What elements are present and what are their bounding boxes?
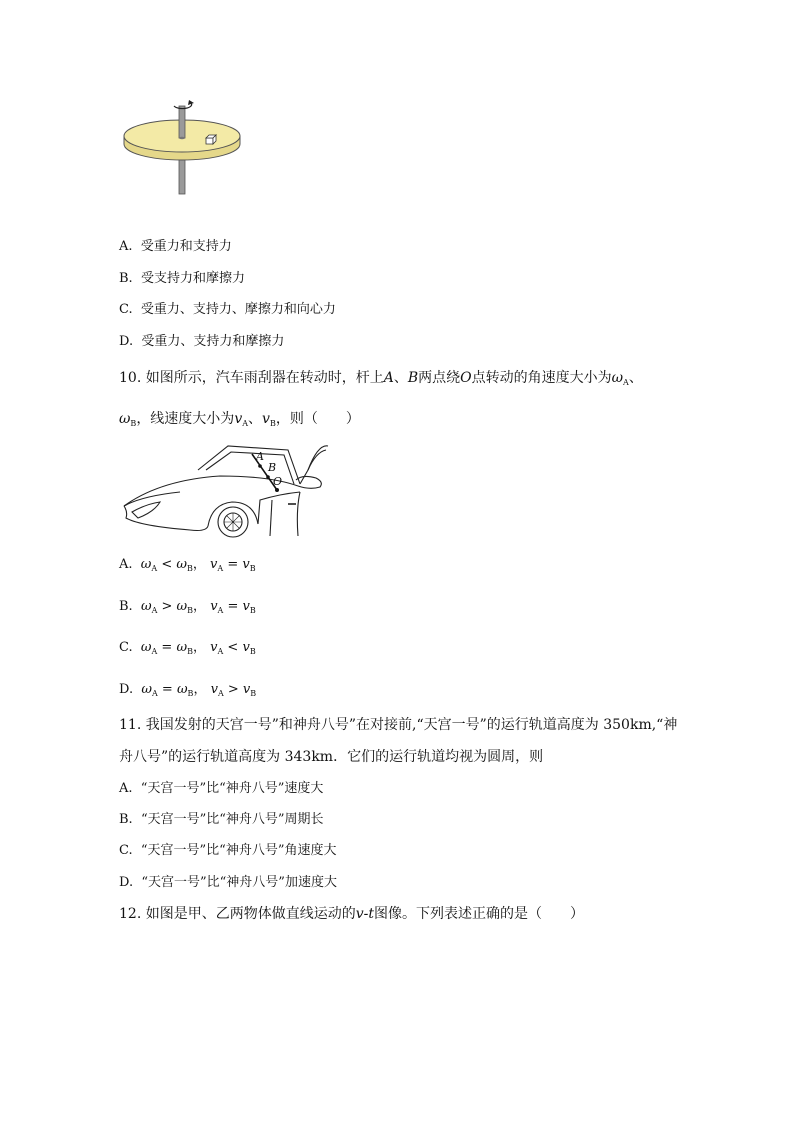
block-icon: [206, 135, 216, 144]
point-a-dot: [258, 464, 262, 468]
q9-option-d: D. 受重力、支持力和摩擦力: [119, 334, 285, 349]
headlight: [132, 502, 160, 518]
pivot-o-dot: [275, 488, 279, 492]
q10-option-d: D. $\omega_A = \omega_B$， $v_A > v_B$: [119, 682, 257, 698]
q11-option-c: C. “天宫一号”比“神舟八号”角速度大: [119, 843, 337, 858]
q10-option-c: C. $\omega_A = \omega_B$， $v_A < v_B$: [119, 640, 256, 656]
car-wiper-figure: [120, 440, 332, 540]
label-o: O: [273, 475, 283, 488]
q9-option-a: A. 受重力和支持力: [119, 239, 232, 254]
q11-option-d: D. “天宫一号”比“神舟八号”加速度大: [119, 875, 337, 890]
q9-option-c: C. 受重力、支持力、摩擦力和向心力: [119, 302, 336, 317]
label-a: A: [256, 450, 264, 463]
q10-stem-line2: $\omega_B$，线速度大小为$v_A$、$v_B$，则（ ）: [119, 411, 360, 428]
q11-option-b: B. “天宫一号”比“神舟八号”周期长: [119, 812, 324, 827]
q10-option-a: A. $\omega_A < \omega_B$， $v_A = v_B$: [119, 557, 256, 573]
q12-stem: 12. 如图是甲、乙两物体做直线运动的v-t图像。下列表述正确的是（ ）: [119, 906, 584, 922]
point-b-dot: [266, 475, 270, 479]
label-b: B: [268, 461, 277, 474]
q10-option-b: B. $\omega_A > \omega_B$， $v_A = v_B$: [119, 599, 256, 615]
q10-stem-line1: 10. 如图所示，汽车雨刮器在转动时，杆上A、B两点绕O点转动的角速度大小为$\omega_A$、: [119, 370, 643, 387]
q11-option-a: A. “天宫一号”比“神舟八号”速度大: [119, 781, 324, 796]
q11-stem-line2: 舟八号”的运行轨道高度为 343km．它们的运行轨道均视为圆周，则: [119, 749, 544, 765]
q9-option-b: B. 受支持力和摩擦力: [119, 271, 245, 286]
axle-upper: [179, 106, 185, 138]
q11-stem-line1: 11. 我国发射的天宫一号”和神舟八号”在对接前,“天宫一号”的运行轨道高度为 350km,“神: [119, 717, 678, 733]
rotating-disk-figure: [118, 96, 248, 200]
